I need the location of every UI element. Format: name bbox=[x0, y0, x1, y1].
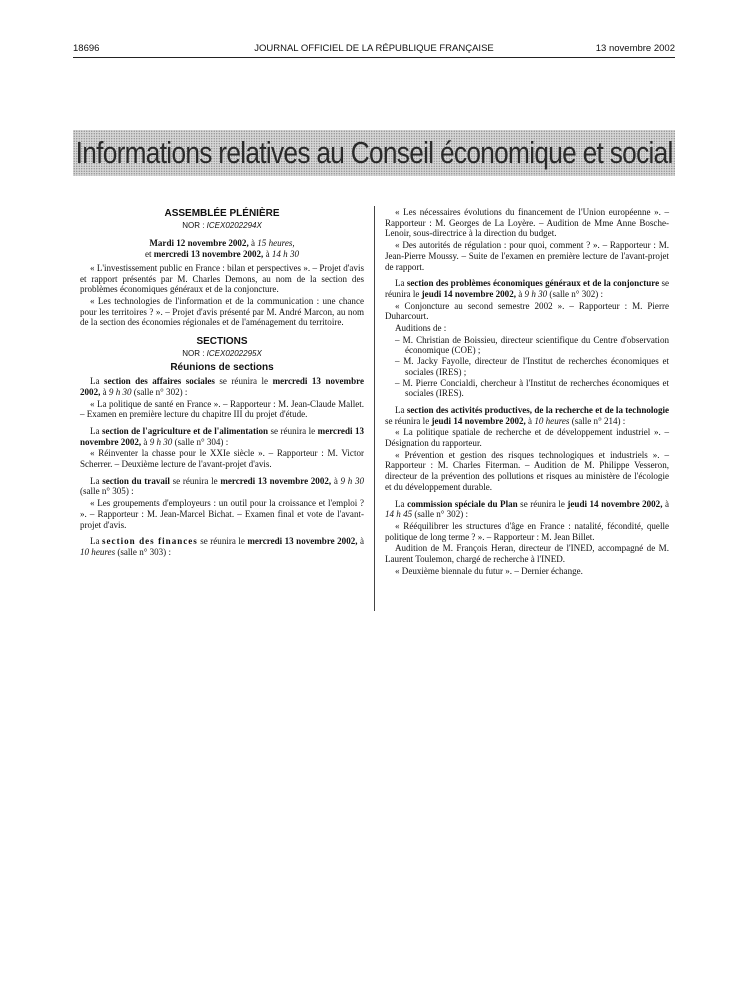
meeting-time: 10 heures bbox=[80, 546, 116, 557]
sections-nor bbox=[80, 349, 364, 360]
section-name: section des problèmes économiques généraux et de la conjoncture bbox=[406, 278, 660, 289]
text: à bbox=[525, 415, 535, 426]
meeting-time: 9 h 30 bbox=[149, 436, 173, 447]
text: La bbox=[395, 278, 407, 289]
nor-code: ICEX0202295X bbox=[206, 348, 262, 358]
problemes-eco-announcement bbox=[385, 278, 669, 299]
meeting-time: 9 h 30 bbox=[524, 288, 548, 299]
journal-title: JOURNAL OFFICIEL DE LA RÉPUBLIQUE FRANÇAISE bbox=[254, 43, 494, 54]
section-banner bbox=[73, 130, 675, 176]
right-column bbox=[385, 207, 669, 578]
nor-code: ICEX0202294X bbox=[206, 220, 262, 230]
text: se réunira le bbox=[197, 536, 248, 547]
problemes-eco-agenda: « Conjoncture au second semestre 2002 ». – Rapporteur : M. Pierre Duharcourt. bbox=[385, 300, 669, 322]
meeting-room: (salle n° 302) : bbox=[131, 386, 188, 397]
finances-agenda-2: « Des autorités de régulation : pour quoi, comment ? ». – Rapporteur : M. Jean-Pierre Moussy. – Suite de l'examen en première lecture de l'avant-projet de rapport. bbox=[385, 240, 669, 272]
audition-item: – M. Jacky Fayolle, directeur de l'Institut de recherches économiques et sociales (IRES) ; bbox=[395, 356, 669, 377]
meeting-date: mercredi 13 novembre 2002, bbox=[80, 425, 365, 447]
section-name: section de l'agriculture et de l'alimentation bbox=[102, 425, 269, 436]
sections-subheading: Réunions de sections bbox=[170, 362, 274, 374]
affaires-sociales-agenda: « La politique de santé en France ». – Rapporteur : M. Jean-Claude Mallet. – Examen en première lecture du chapitre III du projet d'étude. bbox=[80, 398, 364, 420]
commission-plan-agenda-3: « Deuxième biennale du futur ». – Dernier échange. bbox=[395, 565, 583, 576]
text: se réunira le bbox=[214, 376, 273, 387]
sections-heading: SECTIONS bbox=[196, 336, 248, 348]
text: La bbox=[395, 498, 408, 509]
sitting-date: Mardi 12 novembre 2002, bbox=[149, 238, 249, 249]
commission-plan-announcement bbox=[385, 499, 669, 520]
text: se réunira le bbox=[169, 475, 221, 486]
activites-productives-agenda-2: « Prévention et gestion des risques technologiques et industriels ». – Rapporteur : M. Charles Fiterman. – Audition de M. Philippe Vesseron, directeur de la prévention des pollutions et risques au ministère de l'écologie et du développement durable. bbox=[385, 449, 669, 492]
sitting-time: 15 heures, bbox=[257, 238, 295, 249]
meeting-time: 9 h 30 bbox=[108, 386, 132, 397]
travail-announcement bbox=[80, 476, 364, 497]
meeting-room: (salle n° 214) : bbox=[569, 415, 626, 426]
text: La bbox=[90, 376, 105, 387]
section-name: section du travail bbox=[102, 475, 170, 486]
activites-productives-announcement bbox=[385, 405, 669, 426]
activites-productives-agenda-1: « La politique spatiale de recherche et de développement industriel ». – Désignation du rapporteur. bbox=[385, 427, 669, 449]
meeting-date: mercredi 13 novembre 2002, bbox=[80, 376, 364, 397]
agriculture-announcement bbox=[80, 426, 364, 447]
text: La bbox=[90, 425, 103, 436]
issue-date: 13 novembre 2002 bbox=[595, 43, 675, 54]
text: se réunira le bbox=[385, 278, 669, 299]
text: La bbox=[90, 475, 103, 486]
nor-label: NOR : bbox=[182, 220, 205, 230]
text: La bbox=[395, 404, 407, 415]
auditions-list bbox=[385, 335, 669, 399]
audition-item: – M. Pierre Concialdi, chercheur à l'Institut de recherches économiques et sociales (IRES). bbox=[395, 377, 669, 399]
text: à bbox=[100, 386, 109, 397]
meeting-room: (salle n° 302) : bbox=[547, 288, 604, 299]
meeting-date: mercredi 13 novembre 2002, bbox=[247, 536, 358, 547]
sitting-connector: à bbox=[248, 238, 258, 249]
text: à bbox=[662, 498, 669, 509]
meeting-time: 10 heures bbox=[534, 415, 570, 426]
assemblee-nor bbox=[80, 221, 364, 232]
section-name: section des affaires sociales bbox=[104, 376, 215, 387]
text: se réunira le bbox=[268, 425, 318, 436]
text: à bbox=[141, 436, 150, 447]
page-number: 18696 bbox=[73, 43, 100, 54]
affaires-sociales-announcement bbox=[80, 376, 364, 397]
sitting-connector: et bbox=[144, 249, 154, 260]
assemblee-item-1: « L'investissement public en France : bilan et perspectives ». – Projet d'avis et rapport présentés par M. Charles Demons, au nom de la section des problèmes économiques généraux et de la conjoncture. bbox=[80, 262, 364, 295]
nor-label: NOR : bbox=[182, 348, 205, 358]
meeting-room: (salle n° 303) : bbox=[115, 546, 171, 557]
assemblee-sitting-line-1 bbox=[80, 238, 364, 259]
agriculture-agenda: « Réinventer la chasse pour le XXIe siècle ». – Rapporteur : M. Victor Scherrer. – Deuxième lecture de l'avant-projet d'avis. bbox=[80, 448, 364, 470]
assemblee-heading: ASSEMBLÉE PLÉNIÈRE bbox=[164, 208, 280, 219]
meeting-room: (salle n° 305) : bbox=[80, 486, 134, 497]
text: à bbox=[357, 536, 364, 547]
section-name: section des finances bbox=[102, 536, 198, 547]
meeting-room: (salle n° 304) : bbox=[172, 436, 229, 447]
text: à bbox=[331, 475, 341, 486]
column-divider bbox=[374, 206, 375, 611]
sitting-connector: à bbox=[263, 249, 272, 260]
section-name: section des activités productives, de la recherche et de la technologie bbox=[406, 404, 670, 415]
text: se réunira le bbox=[385, 415, 432, 426]
meeting-time: 9 h 30 bbox=[340, 475, 364, 486]
meeting-date: jeudi 14 novembre 2002, bbox=[431, 415, 526, 426]
banner-title: Informations relatives au Conseil économique et social bbox=[75, 135, 673, 170]
finances-announcement bbox=[80, 536, 364, 557]
travail-agenda: « Les groupements d'employeurs : un outil pour la croissance et l'emploi ? ». – Rapporteur : M. Jean-Marcel Bichat. – Examen final et vote de l'avant-projet d'avis. bbox=[80, 498, 364, 530]
commission-plan-agenda-2: Audition de M. François Heran, directeur de l'INED, accompagné de M. Laurent Toulemon, chargé de recherche à l'INED. bbox=[385, 543, 669, 565]
meeting-date: jeudi 14 novembre 2002, bbox=[421, 288, 516, 299]
commission-plan-agenda-1: « Rééquilibrer les structures d'âge en France : natalité, fécondité, quelle politique de long terme ? ». – Rapporteur : M. Jean Billet. bbox=[385, 520, 669, 542]
audition-item: – M. Christian de Boissieu, directeur scientifique du Centre d'observation économique (COE) ; bbox=[395, 334, 669, 356]
assemblee-item-2: « Les technologies de l'information et de la communication : une chance pour les territoires ? ». – Projet d'avis présenté par M. André Marcon, au nom de la section des économies régionales et de l'aménagement du territoire. bbox=[80, 295, 364, 328]
meeting-date: mercredi 13 novembre 2002, bbox=[220, 475, 332, 486]
sitting-date: mercredi 13 novembre 2002, bbox=[153, 249, 264, 260]
left-column bbox=[80, 207, 364, 559]
sitting-time: 14 h 30 bbox=[271, 249, 300, 260]
text: à bbox=[516, 288, 525, 299]
finances-agenda-1: « Les nécessaires évolutions du financement de l'Union européenne ». – Rapporteur : M. Georges de La Loyère. – Audition de Mme Anne Bosche-Lenoir, sous-directrice à la direction du budget. bbox=[385, 207, 669, 239]
running-header bbox=[73, 43, 675, 57]
header-rule bbox=[73, 57, 675, 58]
meeting-date: jeudi 14 novembre 2002, bbox=[567, 498, 663, 509]
section-name: commission spéciale du Plan bbox=[407, 498, 518, 509]
text: La bbox=[90, 536, 103, 547]
auditions-label: Auditions de : bbox=[395, 323, 447, 334]
meeting-time: 14 h 45 bbox=[385, 509, 413, 520]
text: se réunira le bbox=[517, 498, 568, 509]
meeting-room: (salle n° 302) : bbox=[412, 509, 469, 520]
